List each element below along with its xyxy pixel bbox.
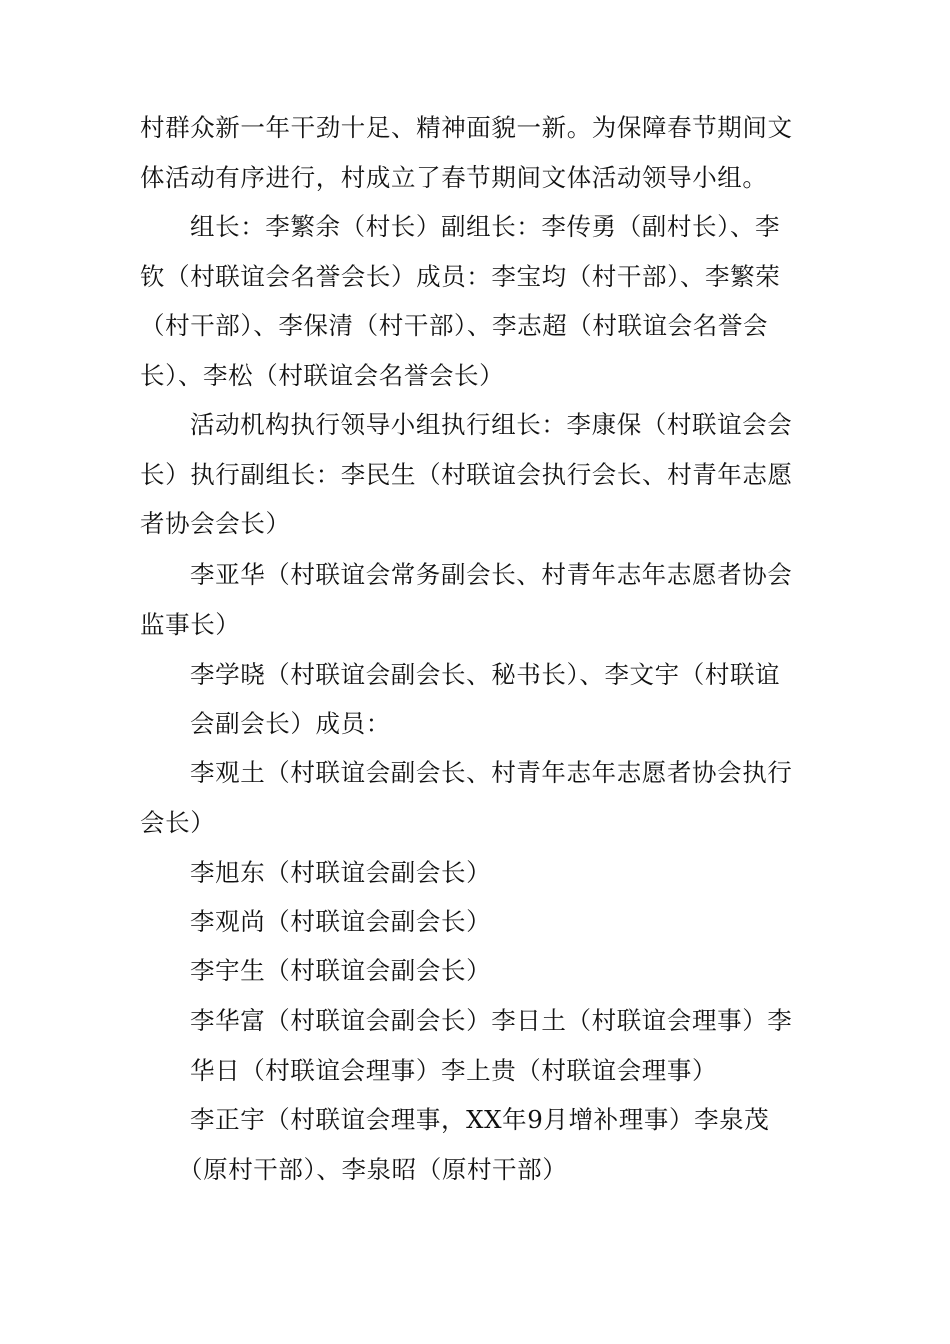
text-line: 李正宇（村联谊会理事，XX年9月增补理事）李泉茂 [190,1105,770,1134]
text-line: 长）、李松（村联谊会名誉会长） [140,361,505,390]
text-line: 体活动有序进行，村成立了春节期间文体活动领导小组。 [140,163,768,192]
text-line: 者协会会长） [140,509,291,538]
text-line: 会长） [140,808,216,837]
text-line: 钦（村联谊会名誉会长）成员：李宝均（村干部）、李繁荣 [140,262,781,291]
text-line: 村群众新一年干劲十足、精神面貌一新。为保障春节期间文 [140,113,793,142]
text-line: （村干部）、李保清（村干部）、李志超（村联谊会名誉会 [140,311,769,340]
text-line: 活动机构执行领导小组执行组长：李康保（村联谊会会 [190,410,793,439]
text-line: 李学晓（村联谊会副会长、秘书长）、李文宇（村联谊 [190,660,781,689]
text-line: 李旭东（村联谊会副会长） [190,858,492,887]
text-line: 李观尚（村联谊会副会长） [190,907,492,936]
text-line: 监事长） [140,610,241,639]
text-line: 李观土（村联谊会副会长、村青年志年志愿者协会执行 [190,758,793,787]
text-line: 会副会长）成员： [190,709,391,738]
text-line: 李亚华（村联谊会常务副会长、村青年志年志愿者协会 [190,560,793,589]
text-line: （原村干部）、李泉昭（原村干部） [178,1155,568,1184]
text-line: 华日（村联谊会理事）李上贵（村联谊会理事） [190,1056,718,1085]
text-line: 长）执行副组长：李民生（村联谊会执行会长、村青年志愿 [140,460,793,489]
text-line: 组长：李繁余（村长）副组长：李传勇（副村长）、李 [190,212,781,241]
text-line: 李宇生（村联谊会副会长） [190,956,492,985]
text-line: 李华富（村联谊会副会长）李日土（村联谊会理事）李 [190,1006,793,1035]
